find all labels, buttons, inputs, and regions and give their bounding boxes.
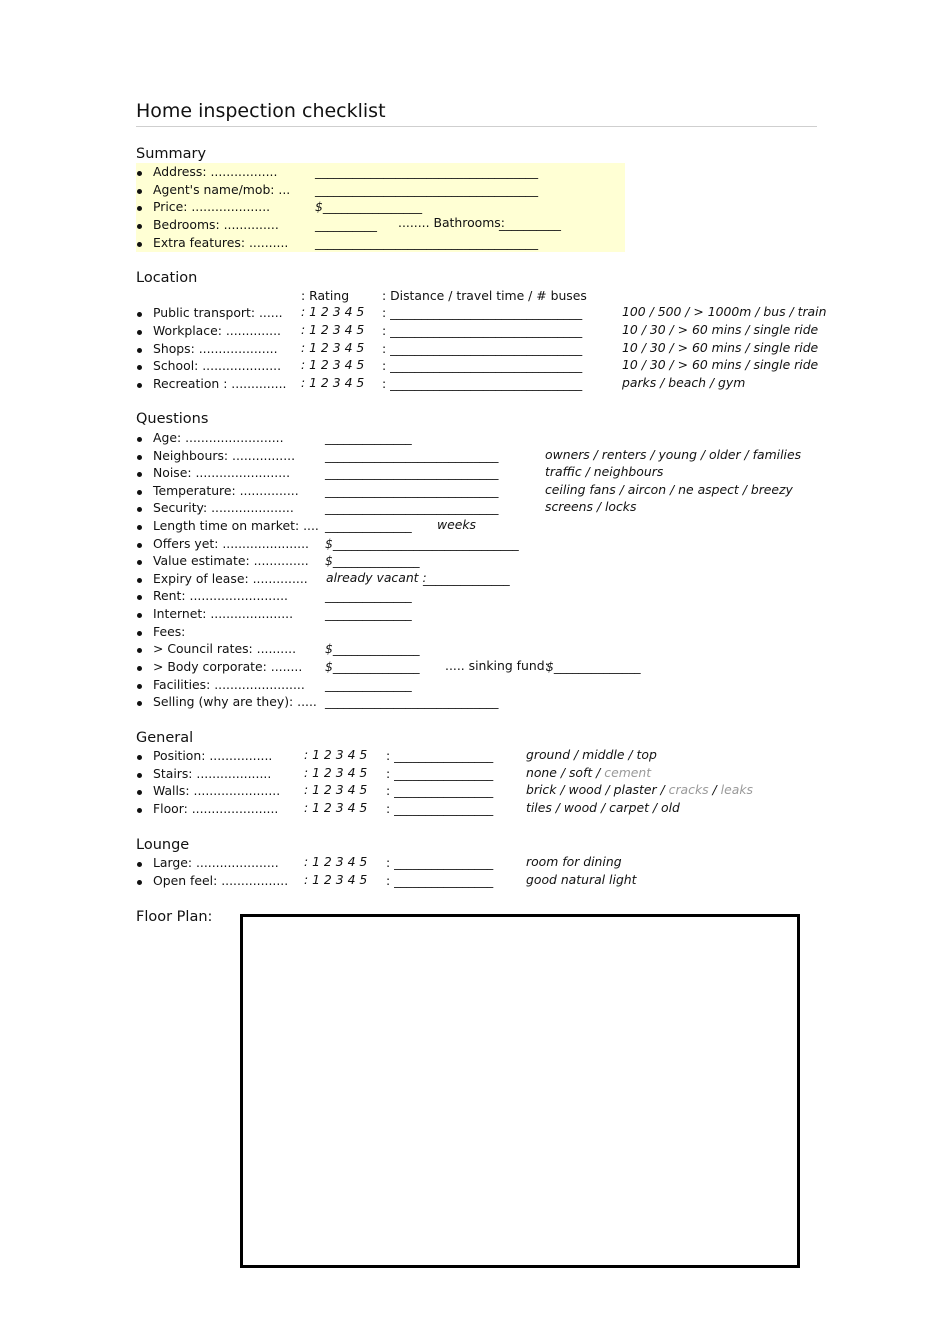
- bullet-icon: [137, 684, 142, 689]
- floor-plan-drawing-area[interactable]: [240, 914, 800, 1268]
- summary-label: Extra features: ..........: [153, 235, 289, 250]
- bullet-icon: [137, 578, 142, 583]
- bullet-icon: [137, 560, 142, 565]
- bullet-icon: [137, 490, 142, 495]
- question-label: Value estimate: ..............: [153, 553, 309, 568]
- summary-heading: Summary: [136, 146, 207, 162]
- bullet-icon: [137, 880, 142, 885]
- extra-features-field[interactable]: ____________________________________: [315, 235, 539, 250]
- question-prefix: already vacant :: [326, 570, 427, 585]
- location-hint: 10 / 30 / > 60 mins / single ride: [622, 357, 819, 372]
- general-field[interactable]: : ________________: [386, 783, 494, 798]
- question-hint: screens / locks: [545, 499, 637, 514]
- questions-heading: Questions: [136, 411, 209, 427]
- question-field[interactable]: ____________________________: [325, 448, 499, 463]
- bathrooms-label: ........ Bathrooms:: [398, 215, 505, 230]
- summary-label: Address: .................: [153, 164, 278, 179]
- question-field[interactable]: ____________________________: [325, 465, 499, 480]
- page-title: Home inspection checklist: [136, 100, 386, 122]
- rating-scale[interactable]: : 1 2 3 4 5: [301, 357, 365, 372]
- bullet-icon: [137, 455, 142, 460]
- distance-field[interactable]: : _______________________________: [382, 376, 583, 391]
- bullet-icon: [137, 206, 142, 211]
- question-hint: owners / renters / young / older / families: [545, 447, 802, 462]
- location-label: School: ....................: [153, 358, 282, 373]
- location-label: Recreation : ..............: [153, 376, 287, 391]
- question-label: Internet: .....................: [153, 606, 294, 621]
- bullet-icon: [137, 437, 142, 442]
- lounge-hint: good natural light: [526, 872, 637, 887]
- rating-scale[interactable]: : 1 2 3 4 5: [304, 872, 368, 887]
- general-field[interactable]: : ________________: [386, 748, 494, 763]
- bullet-icon: [137, 773, 142, 778]
- question-label: Facilities: .......................: [153, 677, 305, 692]
- question-label: Noise: ........................: [153, 465, 291, 480]
- question-label: Expiry of lease: ..............: [153, 571, 308, 586]
- general-label: Stairs: ...................: [153, 766, 272, 781]
- general-label: Position: ................: [153, 748, 273, 763]
- question-label: Length time on market: ....: [153, 518, 319, 533]
- rating-scale[interactable]: : 1 2 3 4 5: [304, 765, 368, 780]
- general-field[interactable]: : ________________: [386, 766, 494, 781]
- location-label: Public transport: ......: [153, 305, 283, 320]
- question-label: > Council rates: ..........: [153, 641, 297, 656]
- question-label: > Body corporate: ........: [153, 659, 303, 674]
- distance-field[interactable]: : _______________________________: [382, 323, 583, 338]
- sinking-fund-label: ..... sinking fund:: [445, 658, 549, 673]
- general-hint: brick / wood / plaster / cracks / leaks: [526, 782, 753, 797]
- bullet-icon: [137, 189, 142, 194]
- question-field[interactable]: ______________: [325, 430, 412, 445]
- bullet-icon: [137, 648, 142, 653]
- rating-scale[interactable]: : 1 2 3 4 5: [301, 304, 365, 319]
- general-heading: General: [136, 730, 194, 746]
- question-label: Age: .........................: [153, 430, 284, 445]
- question-field[interactable]: ______________: [325, 518, 412, 533]
- question-field[interactable]: ____________________________: [325, 500, 499, 515]
- bullet-icon: [137, 472, 142, 477]
- question-hint: traffic / neighbours: [545, 464, 664, 479]
- general-hint: tiles / wood / carpet / old: [526, 800, 680, 815]
- general-field[interactable]: : ________________: [386, 801, 494, 816]
- bullet-icon: [137, 701, 142, 706]
- bullet-icon: [137, 242, 142, 247]
- summary-label: Price: ....................: [153, 199, 271, 214]
- bullet-icon: [137, 790, 142, 795]
- general-label: Floor: ......................: [153, 801, 279, 816]
- bullet-icon: [137, 543, 142, 548]
- question-field[interactable]: ______________: [325, 677, 412, 692]
- bullet-icon: [137, 862, 142, 867]
- distance-column-header: : Distance / travel time / # buses: [382, 288, 587, 303]
- question-field[interactable]: ______________: [325, 588, 412, 603]
- bullet-icon: [137, 595, 142, 600]
- bullet-icon: [137, 330, 142, 335]
- location-hint: 10 / 30 / > 60 mins / single ride: [622, 322, 819, 337]
- distance-field[interactable]: : _______________________________: [382, 341, 583, 356]
- rating-scale[interactable]: : 1 2 3 4 5: [304, 854, 368, 869]
- location-heading: Location: [136, 270, 198, 286]
- summary-label: Agent's name/mob: ...: [153, 182, 291, 197]
- bullet-icon: [137, 348, 142, 353]
- general-label: Walls: ......................: [153, 783, 281, 798]
- bullet-icon: [137, 312, 142, 317]
- rating-scale[interactable]: : 1 2 3 4 5: [301, 340, 365, 355]
- location-hint: 10 / 30 / > 60 mins / single ride: [622, 340, 819, 355]
- rating-scale[interactable]: : 1 2 3 4 5: [304, 782, 368, 797]
- location-hint: parks / beach / gym: [622, 375, 746, 390]
- question-field[interactable]: ______________: [423, 571, 510, 586]
- lounge-label: Large: .....................: [153, 855, 279, 870]
- bathrooms-field[interactable]: __________: [499, 216, 561, 231]
- question-field[interactable]: $______________________________: [325, 536, 519, 551]
- location-label: Workplace: ..............: [153, 323, 281, 338]
- question-label: Temperature: ...............: [153, 483, 299, 498]
- bullet-icon: [137, 171, 142, 176]
- bullet-icon: [137, 755, 142, 760]
- bullet-icon: [137, 383, 142, 388]
- question-hint: ceiling fans / aircon / ne aspect / breezy: [545, 482, 793, 497]
- distance-field[interactable]: : _______________________________: [382, 358, 583, 373]
- location-label: Shops: ....................: [153, 341, 278, 356]
- bullet-icon: [137, 224, 142, 229]
- question-field[interactable]: ____________________________: [325, 483, 499, 498]
- question-field[interactable]: ______________: [325, 606, 412, 621]
- floor-plan-heading: Floor Plan:: [136, 909, 213, 925]
- question-label: Selling (why are they): .....: [153, 694, 317, 709]
- title-divider: [136, 126, 817, 127]
- summary-label: Bedrooms: ..............: [153, 217, 279, 232]
- question-label: Offers yet: ......................: [153, 536, 309, 551]
- lounge-field[interactable]: : ________________: [386, 855, 494, 870]
- bullet-icon: [137, 666, 142, 671]
- lounge-heading: Lounge: [136, 837, 190, 853]
- sinking-fund-field[interactable]: $______________: [546, 659, 641, 674]
- lounge-field[interactable]: : ________________: [386, 873, 494, 888]
- rating-scale[interactable]: : 1 2 3 4 5: [304, 747, 368, 762]
- price-field[interactable]: $________________: [315, 199, 423, 214]
- question-label: Fees:: [153, 624, 186, 639]
- question-field[interactable]: $______________: [325, 553, 420, 568]
- lounge-label: Open feel: .................: [153, 873, 289, 888]
- agent-field[interactable]: ____________________________________: [315, 182, 539, 197]
- lounge-hint: room for dining: [526, 854, 622, 869]
- rating-scale[interactable]: : 1 2 3 4 5: [301, 322, 365, 337]
- question-field[interactable]: $______________: [325, 659, 420, 674]
- bullet-icon: [137, 525, 142, 530]
- address-field[interactable]: ____________________________________: [315, 164, 539, 179]
- location-hint: 100 / 500 / > 1000m / bus / train: [622, 304, 827, 319]
- question-field[interactable]: $______________: [325, 641, 420, 656]
- rating-scale[interactable]: : 1 2 3 4 5: [304, 800, 368, 815]
- distance-field[interactable]: : _______________________________: [382, 305, 583, 320]
- question-label: Neighbours: ................: [153, 448, 296, 463]
- question-field[interactable]: ____________________________: [325, 694, 499, 709]
- rating-column-header: : Rating: [301, 288, 350, 303]
- bullet-icon: [137, 631, 142, 636]
- question-label: Security: .....................: [153, 500, 294, 515]
- bullet-icon: [137, 365, 142, 370]
- bullet-icon: [137, 613, 142, 618]
- question-label: Rent: .........................: [153, 588, 288, 603]
- bullet-icon: [137, 507, 142, 512]
- bullet-icon: [137, 808, 142, 813]
- general-hint: ground / middle / top: [526, 747, 657, 762]
- general-hint: none / soft / cement: [526, 765, 652, 780]
- question-hint: weeks: [437, 517, 477, 532]
- rating-scale[interactable]: : 1 2 3 4 5: [301, 375, 365, 390]
- bedrooms-field[interactable]: __________: [315, 217, 377, 232]
